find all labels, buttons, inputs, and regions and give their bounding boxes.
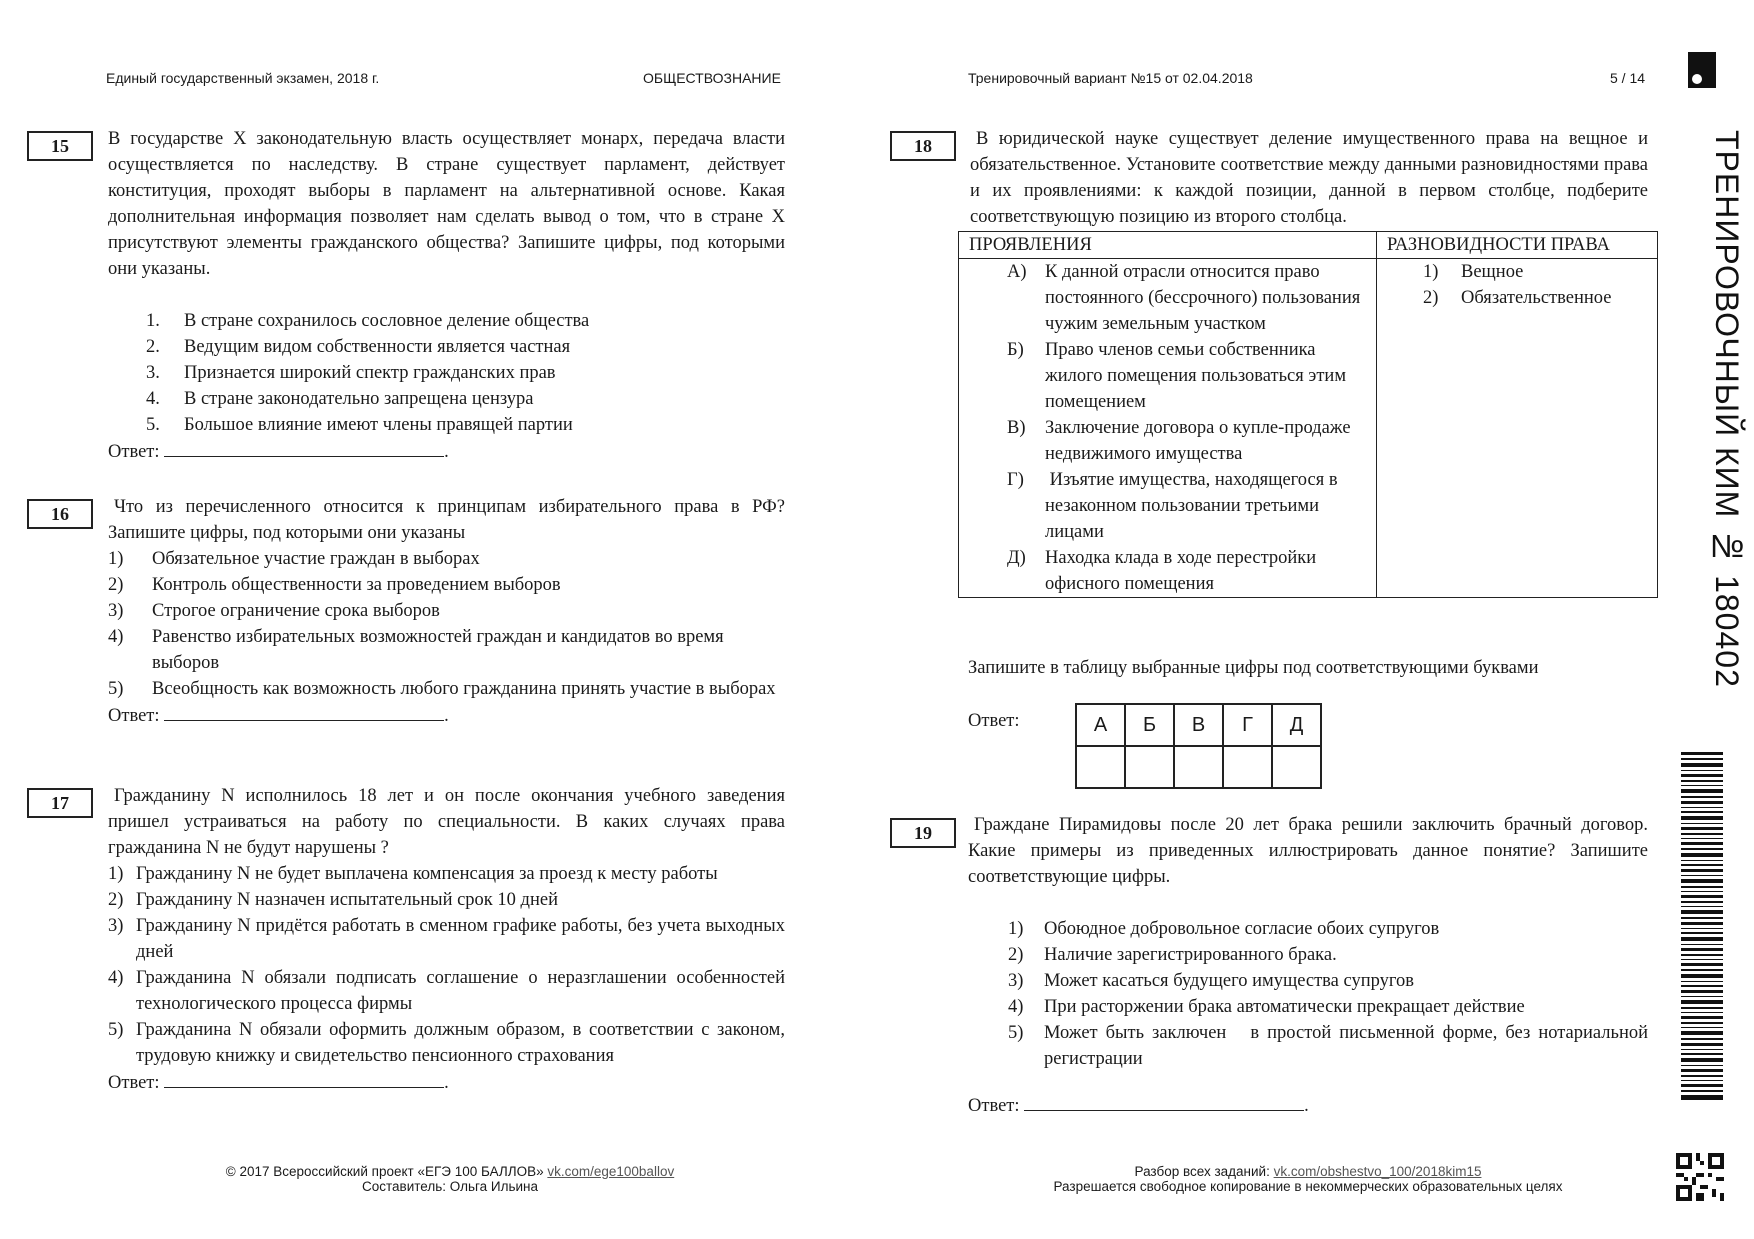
question-16-number: 16 <box>27 499 93 529</box>
qr-code-icon <box>1676 1153 1724 1201</box>
question-15-text: В государстве Х законодательную власть осуществляет монарх, передача власти осуществляется по наследству. В стране существует парламент, действует конституция, проходят выборы в парламент на альтернативной основе. Какая дополнительная информация позволяет нам сделать вывод о том, что в стране Х присутствуют элементы гражданского общества? Запишите цифры, под которыми они указаны. <box>108 129 785 279</box>
question-15 <box>108 126 785 465</box>
footer-right-link[interactable]: vk.com/obshestvo_100/2018kim15 <box>1273 1164 1482 1179</box>
answer-16-row: Ответ: . <box>108 702 785 729</box>
question-17-text: Гражданину N исполнилось 18 лет и он после окончания учебного заведения пришел устраиваться на работу по специальности. В каких случаях права гражданина N не будут нарушены ? <box>108 786 785 858</box>
footer-copy-note: Разрешается свободное копирование в некоммерческих образовательных целях <box>1053 1179 1563 1194</box>
list-item: 5. Большое влияние имеют члены правящей партии <box>146 415 573 435</box>
answer-letter-v: В <box>1174 704 1223 746</box>
list-item: 4) При расторжении брака автоматически прекращает действие <box>1008 997 1525 1017</box>
barcode-icon <box>1681 752 1723 1100</box>
list-item: 2) Наличие зарегистрированного брака. <box>1008 945 1337 965</box>
answer-letter-a: А <box>1076 704 1125 746</box>
list-item: 4. В стране законодательно запрещена цензура <box>146 389 534 409</box>
answer-letter-g: Г <box>1223 704 1272 746</box>
list-item: 1. В стране сохранилось сословное деление общества <box>146 311 590 331</box>
question-18-instruction: Запишите в таблицу выбранные цифры под соответствующими буквами <box>968 658 1539 678</box>
footer-author: Составитель: Ольга Ильина <box>361 1179 539 1194</box>
list-item: 2) Обязательственное <box>1423 288 1612 308</box>
list-item: 2) Контроль общественности за проведением выборов <box>108 575 561 595</box>
list-item: Б) Право членов семьи собственника жилого помещения пользоваться этим помещением <box>1007 340 1347 412</box>
answer-15-row: Ответ: . <box>108 438 785 465</box>
answer-19-row: Ответ: . <box>968 1092 1648 1119</box>
answer-19-field[interactable] <box>1024 1092 1304 1111</box>
answer-cell-v[interactable] <box>1174 746 1223 788</box>
column-header-manifestations: ПРОЯВЛЕНИЯ <box>959 232 1377 259</box>
list-item: 2) Гражданину N назначен испытательный срок 10 дней <box>108 890 558 910</box>
question-15-number: 15 <box>27 131 93 161</box>
question-18-number: 18 <box>890 131 956 161</box>
answer-letter-b: Б <box>1125 704 1174 746</box>
header-variant: Тренировочный вариант №15 от 02.04.2018 <box>968 70 1253 86</box>
manifestations-list <box>959 259 1377 598</box>
column-header-law-types: РАЗНОВИДНОСТИ ПРАВА <box>1377 232 1658 259</box>
list-item: В) Заключение договора о купле-продаже недвижимого имущества <box>1007 418 1351 464</box>
answer-cell-d[interactable] <box>1272 746 1321 788</box>
answer-15-field[interactable] <box>164 438 444 457</box>
answer-cell-a[interactable] <box>1076 746 1125 788</box>
question-19-options <box>968 916 1653 1072</box>
question-16 <box>108 494 785 729</box>
list-item: А) К данной отрасли относится право постоянного (бессрочного) пользования чужим земельным участком <box>1007 262 1361 334</box>
list-item: 3. Признается широкий спектр гражданских прав <box>146 363 556 383</box>
answer-17-field[interactable] <box>164 1069 444 1088</box>
list-item: 1) Гражданину N не будет выплачена компенсация за проезд к месту работы <box>108 864 718 884</box>
side-variant-title: ТРЕНИРОВОЧНЫЙ КИМ № 180402 <box>1709 130 1745 688</box>
answer-18-grid <box>1075 703 1322 789</box>
answer-letter-d: Д <box>1272 704 1321 746</box>
list-item: Д) Находка клада в ходе перестройки офисного помещения <box>1007 548 1317 594</box>
matching-table <box>958 231 1658 598</box>
header-exam-title: Единый государственный экзамен, 2018 г. <box>106 70 380 86</box>
answer-18-label: Ответ: <box>968 711 1020 731</box>
footer-left-link[interactable]: vk.com/ege100ballov <box>547 1164 675 1179</box>
list-item: 1) Обоюдное добровольное согласие обоих супругов <box>1008 919 1440 939</box>
list-item: 3) Гражданину N придётся работать в сменном графике работы, без учета выходных дней <box>108 916 785 962</box>
question-17-number: 17 <box>27 788 93 818</box>
list-item: 1) Обязательное участие граждан в выборах <box>108 549 480 569</box>
header-subject: ОБЩЕСТВОЗНАНИЕ <box>643 70 781 86</box>
list-item: 4) Гражданина N обязали подписать соглашение о неразглашении особенностей технологического процесса фирмы <box>108 968 785 1014</box>
list-item: 4) Равенство избирательных возможностей граждан и кандидатов во время выборов <box>108 627 724 673</box>
question-16-text: Что из перечисленного относится к принципам избирательного права в РФ? Запишите цифры, под которыми они указаны <box>108 497 785 543</box>
list-item: 1) Вещное <box>1423 262 1524 282</box>
answer-16-field[interactable] <box>164 702 444 721</box>
question-18-text: В юридической науке существует деление имущественного права на вещное и обязательственное. Установите соответствие между данными разновидностями права и их проявлениями: к каждой позиции, данной в первом столбце, подберите соответствующую позицию из второго столбца. <box>970 129 1648 227</box>
footer-review-label: Разбор всех заданий: <box>1134 1164 1270 1179</box>
list-item: 3) Может касаться будущего имущества супругов <box>1008 971 1414 991</box>
footer-copyright: © 2017 Всероссийский проект «ЕГЭ 100 БАЛЛОВ» <box>225 1164 544 1179</box>
footer-left <box>150 1164 750 1194</box>
question-19-number: 19 <box>890 818 956 848</box>
corner-marker-icon <box>1688 52 1716 88</box>
list-item: 2. Ведущим видом собственности является частная <box>146 337 571 357</box>
list-item: Г) Изъятие имущества, находящегося в незаконном пользовании третьими лицами <box>1007 470 1343 542</box>
law-types-list <box>1377 259 1658 598</box>
answer-cell-b[interactable] <box>1125 746 1174 788</box>
answer-cell-g[interactable] <box>1223 746 1272 788</box>
question-19 <box>968 812 1653 1119</box>
list-item: 5) Гражданина N обязали оформить должным образом, в соответствии с законом, трудовую книжку и свидетельство пенсионного страхования <box>108 1020 785 1066</box>
question-17 <box>108 783 785 1096</box>
list-item: 5) Может быть заключен в простой письменной форме, без нотариальной регистрации <box>1008 1023 1653 1069</box>
question-15-options <box>108 308 785 438</box>
footer-right <box>958 1164 1658 1194</box>
header-page-number: 5 / 14 <box>1610 70 1646 86</box>
list-item: 5) Всеобщность как возможность любого гражданина принять участие в выборах <box>108 679 776 699</box>
list-item: 3) Строгое ограничение срока выборов <box>108 601 440 621</box>
question-19-text: Граждане Пирамидовы после 20 лет брака решили заключить брачный договор. Какие примеры из приведенных иллюстрировать данное понятие? Запишите соответствующие цифры. <box>968 815 1648 887</box>
answer-17-row: Ответ: . <box>108 1069 785 1096</box>
